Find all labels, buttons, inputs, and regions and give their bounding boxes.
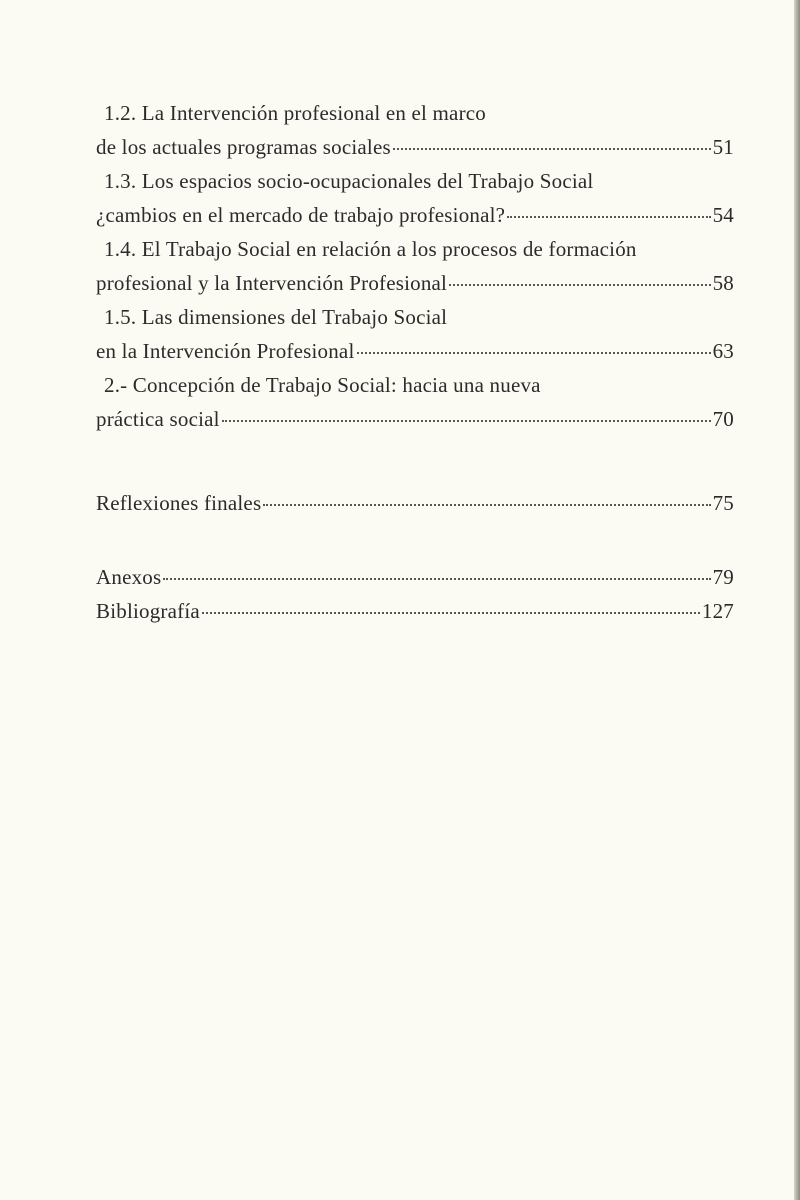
toc-entry-last-line — [96, 402, 734, 436]
page-number: 79 — [712, 565, 734, 589]
toc-entry-bibliografia — [96, 594, 734, 628]
toc-entry-text: 1.2. La Intervención profesional en el marco — [104, 101, 486, 125]
toc-entry-text: profesional y la Intervención Profesional — [96, 271, 448, 295]
toc-entry-title-line — [96, 300, 734, 334]
toc-entry-last-line — [96, 334, 734, 368]
toc-entry-text: 1.5. Las dimensiones del Trabajo Social — [104, 305, 448, 329]
toc-entry-text: 1.4. El Trabajo Social en relación a los procesos de formación — [104, 237, 637, 261]
table-of-contents — [96, 96, 734, 628]
toc-entry-1-2 — [96, 96, 734, 164]
toc-entry-1-3 — [96, 164, 734, 232]
page-number: 63 — [712, 339, 734, 363]
toc-entry-title-line — [96, 232, 734, 266]
toc-entry-text: en la Intervención Profesional — [96, 339, 355, 363]
dot-leader — [202, 612, 700, 614]
toc-entry-1-5 — [96, 300, 734, 368]
toc-entry-1-4 — [96, 232, 734, 300]
toc-entry-title-line — [96, 96, 734, 130]
toc-entry-text: Bibliografía — [96, 599, 200, 623]
toc-entry-anexos — [96, 560, 734, 594]
page-number: 51 — [712, 135, 734, 159]
toc-entry-text: de los actuales programas sociales — [96, 135, 391, 159]
dot-leader — [449, 284, 711, 286]
toc-entry-text: 1.3. Los espacios socio-ocupacionales del Trabajo Social — [104, 169, 594, 193]
page-number: 58 — [712, 271, 734, 295]
toc-entry-2 — [96, 368, 734, 436]
toc-entry-last-line — [96, 266, 734, 300]
page-number: 127 — [701, 599, 734, 623]
dot-leader — [507, 216, 710, 218]
spacer — [96, 436, 734, 486]
toc-entry-last-line — [96, 198, 734, 232]
toc-entry-text: práctica social — [96, 407, 220, 431]
toc-entry-text: Reflexiones finales — [96, 491, 262, 515]
toc-entry-last-line — [96, 130, 734, 164]
page-number: 75 — [712, 491, 734, 515]
dot-leader — [222, 420, 711, 422]
dot-leader — [357, 352, 711, 354]
page-number: 54 — [712, 203, 734, 227]
page-number: 70 — [712, 407, 734, 431]
dot-leader — [263, 504, 710, 506]
toc-entry-text: Anexos — [96, 565, 162, 589]
toc-entry-title-line — [96, 368, 734, 402]
toc-entry-title-line — [96, 164, 734, 198]
dot-leader — [393, 148, 711, 150]
page-edge-shadow — [794, 0, 800, 1200]
toc-entry-text: 2.- Concepción de Trabajo Social: hacia una nueva — [104, 373, 541, 397]
toc-entry-text: ¿cambios en el mercado de trabajo profesional? — [96, 203, 506, 227]
dot-leader — [163, 578, 710, 580]
toc-entry-reflexiones — [96, 486, 734, 520]
spacer — [96, 520, 734, 560]
